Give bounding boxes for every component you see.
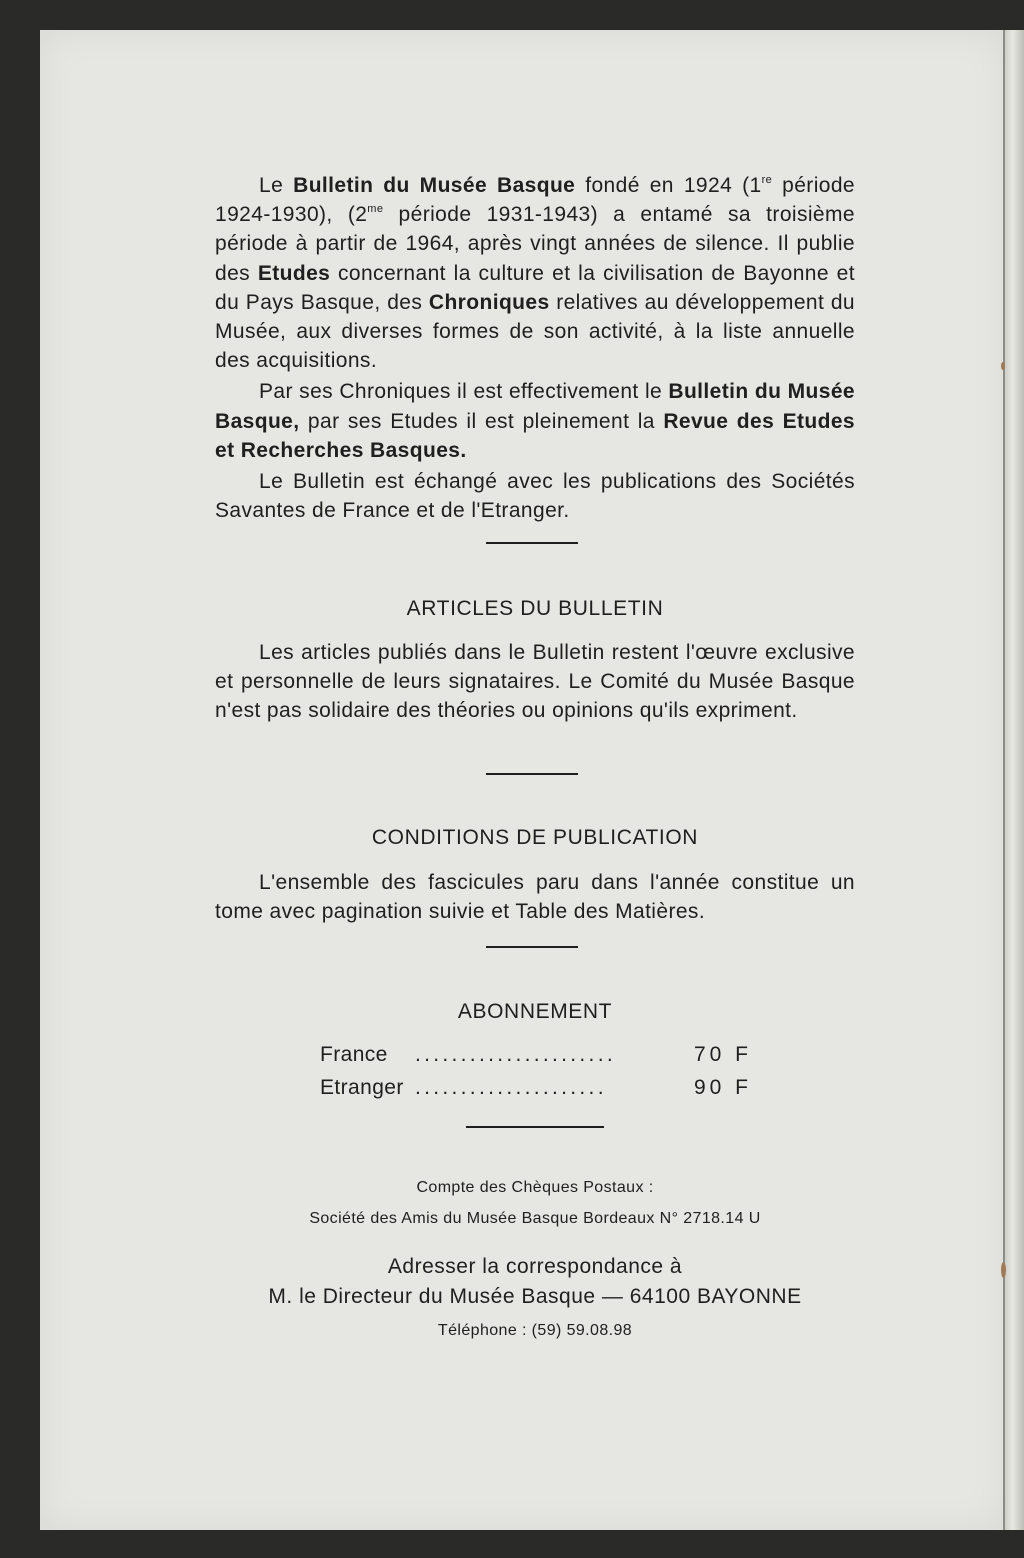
bulletin-title: Bulletin du Musée Basque bbox=[293, 174, 576, 197]
intro-paragraph-2: Par ses Chroniques il est effectivement le Bulletin du Musée Basque, par ses Etudes il est pleinement la Revue des Etudes et Recherches Basques. bbox=[215, 380, 855, 462]
divider bbox=[466, 1126, 604, 1128]
articles-section bbox=[215, 638, 855, 726]
intro-paragraph-1: Le Bulletin du Musée Basque fondé en 1924 (1re période 1924-1930), ($2^{me}$ période 1931-1943) a entamé sa troisième période à partir de 1964, après vingt années de silence. Il publie des Etudes concernant la culture et la civilisation de Bayonne et du Pays Basque, des Chroniques relatives au développement du Musée, aux diverses formes de son activité, à la liste annuelle des acquisitions. bbox=[215, 174, 855, 373]
paper-fleck bbox=[1001, 1262, 1006, 1278]
subscription-price: 70 F bbox=[693, 1043, 752, 1066]
divider bbox=[486, 542, 578, 544]
subscription-label: France bbox=[320, 1043, 388, 1066]
phone: Téléphone : (59) 59.08.98 bbox=[437, 1322, 633, 1339]
subscription-label: Etranger bbox=[320, 1076, 404, 1099]
conditions-section bbox=[215, 868, 855, 926]
address-intro: Adresser la correspondance à bbox=[387, 1255, 683, 1278]
divider bbox=[486, 946, 578, 948]
subscription-row-france bbox=[320, 1043, 752, 1073]
divider bbox=[486, 773, 578, 775]
intro-section bbox=[215, 171, 855, 525]
subscription-price: 90 F bbox=[693, 1076, 752, 1099]
next-page-edge bbox=[1005, 30, 1024, 1530]
leader-dots: ...................... bbox=[415, 1043, 616, 1066]
chroniques-term: Chroniques bbox=[428, 290, 550, 314]
etudes-term: Etudes bbox=[257, 261, 331, 285]
articles-text: Les articles publiés dans le Bulletin restent l'œuvre exclusive et personnelle de leurs signataires. Le Comité du Musée Basque n'est pas solidaire des théories ou opinions qu'ils expriment. bbox=[215, 641, 855, 723]
abonnement-heading: ABONNEMENT bbox=[457, 1000, 613, 1023]
address: M. le Directeur du Musée Basque — 64100 BAYONNE bbox=[268, 1285, 802, 1308]
leader-dots: ..................... bbox=[415, 1076, 607, 1099]
conditions-text: L'ensemble des fascicules paru dans l'année constitue un tome avec pagination suivie et Table des Matières. bbox=[215, 871, 855, 924]
revue-term: Revue des Etudes et Recherches Basques. bbox=[215, 409, 855, 462]
ccp-label: Compte des Chèques Postaux : bbox=[416, 1179, 654, 1196]
articles-heading: ARTICLES DU BULLETIN bbox=[406, 597, 664, 620]
intro-paragraph-3: Le Bulletin est échangé avec les publications des Sociétés Savantes de France et de l'Etranger. bbox=[215, 470, 855, 523]
bulletin-term: Bulletin du Musée Basque, bbox=[215, 380, 855, 433]
paper-fleck bbox=[1001, 362, 1005, 370]
ccp-account: Société des Amis du Musée Basque Bordeaux N° 2718.14 U bbox=[309, 1210, 761, 1227]
subscription-row-etranger bbox=[320, 1076, 752, 1106]
conditions-heading: CONDITIONS DE PUBLICATION bbox=[371, 826, 699, 849]
